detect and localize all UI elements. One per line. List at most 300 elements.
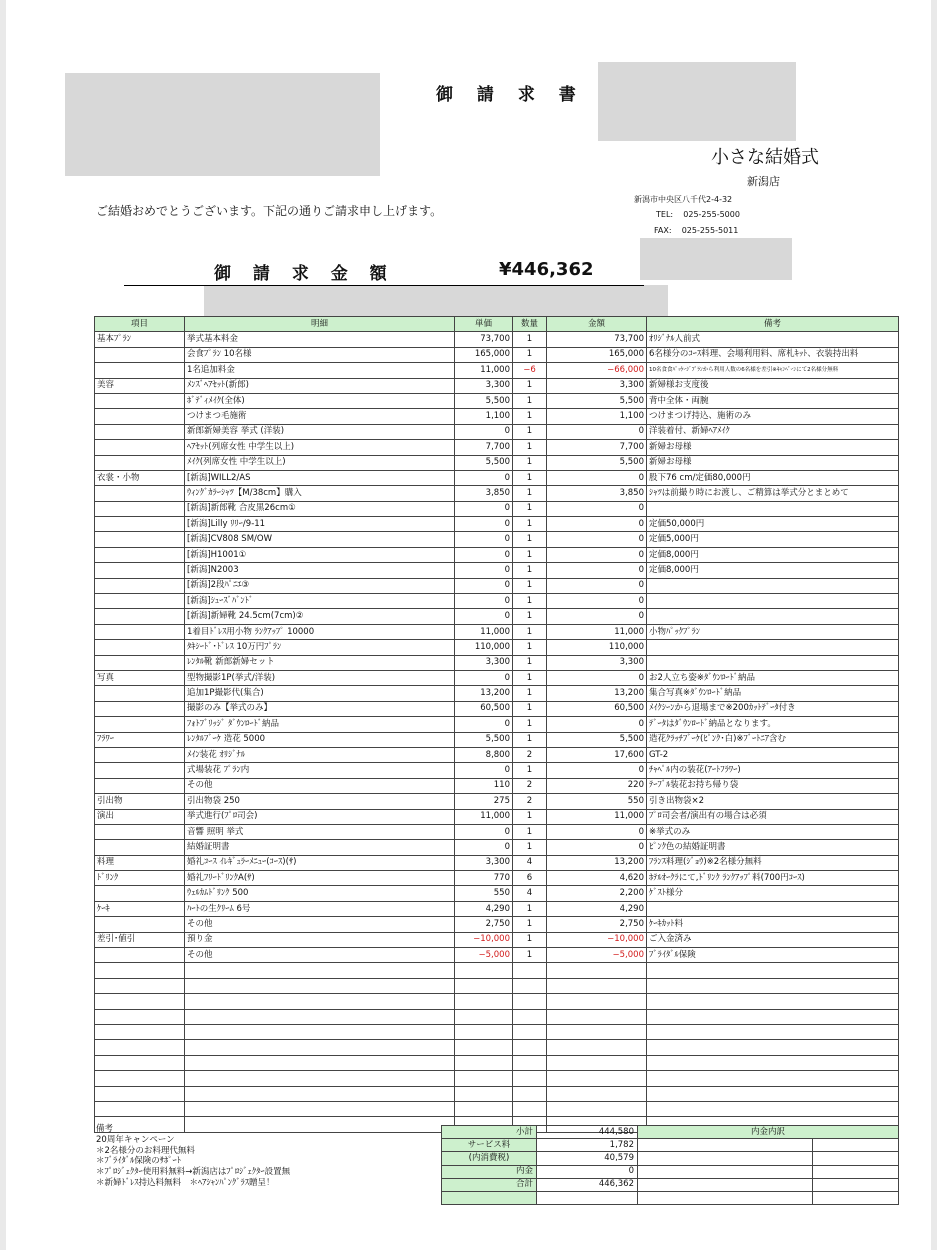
row-quantity: 1 <box>513 932 547 947</box>
row-note: ﾒｲｸｼｰﾝから退場まで※200ｶｯﾄﾃﾞｰﾀ付き <box>647 701 899 716</box>
row-note: ﾃﾞｰﾀはﾀﾞｳﾝﾛｰﾄﾞ納品となります。 <box>647 717 899 732</box>
row-quantity: 1 <box>513 455 547 470</box>
table-row <box>95 363 899 378</box>
empty-row <box>95 1024 899 1039</box>
row-detail: ﾚﾝﾀﾙﾌﾞｰｹ 造花 5000 <box>185 732 455 747</box>
row-category: 引出物 <box>95 794 185 809</box>
row-detail: ﾀｷｼｰﾄﾞ･ﾄﾞﾚｽ 10万円ﾌﾟﾗﾝ <box>185 640 455 655</box>
row-amount: 0 <box>547 563 647 578</box>
row-amount: 5,500 <box>547 732 647 747</box>
table-row <box>95 670 899 685</box>
row-unit-price: 3,300 <box>455 378 513 393</box>
row-note: ｵﾘｼﾞﾅﾙ人前式 <box>647 332 899 347</box>
row-category <box>95 624 185 639</box>
row-detail: 1着目ﾄﾞﾚｽ用小物 ﾗﾝｸｱｯﾌﾟ 10000 <box>185 624 455 639</box>
row-amount: 5,500 <box>547 393 647 408</box>
row-detail: 挙式進行(ﾌﾟﾛ司会) <box>185 809 455 824</box>
row-category <box>95 393 185 408</box>
row-quantity: 1 <box>513 840 547 855</box>
row-category <box>95 440 185 455</box>
row-category <box>95 747 185 762</box>
row-unit-price: 3,300 <box>455 855 513 870</box>
row-category <box>95 655 185 670</box>
row-unit-price: 0 <box>455 424 513 439</box>
row-detail: 預り金 <box>185 932 455 947</box>
table-row <box>95 501 899 516</box>
row-note <box>647 609 899 624</box>
table-row <box>95 517 899 532</box>
row-amount: 11,000 <box>547 809 647 824</box>
row-unit-price: 550 <box>455 886 513 901</box>
row-category <box>95 594 185 609</box>
table-row <box>95 378 899 393</box>
row-detail: [新潟]2段ﾊﾟﾆｴ③ <box>185 578 455 593</box>
table-row <box>95 532 899 547</box>
remarks-line: ＊ﾌﾟﾛｼﾞｪｸﾀｰ使用料無料→新潟店はﾌﾟﾛｼﾞｪｸﾀｰ設置無 <box>96 1167 291 1178</box>
row-note: ﾃｰﾌﾞﾙ装花お持ち帰り袋 <box>647 778 899 793</box>
remarks-line: ＊新婦ﾄﾞﾚｽ持込料無料 ＊ﾍｱｼｬﾝﾊﾟﾝｸﾞﾗｽ贈呈！ <box>96 1177 275 1188</box>
remarks-line: ＊2名様分のお料理代無料 <box>96 1145 195 1156</box>
row-note: 背中全体・両腕 <box>647 393 899 408</box>
table-row <box>95 717 899 732</box>
row-quantity: 1 <box>513 393 547 408</box>
row-detail: ｳｨﾝｸﾞｶﾗｰｼｬﾂ【M/38cm】購入 <box>185 486 455 501</box>
row-detail: 婚礼ﾌﾘｰﾄﾞﾘﾝｸA(ｻ) <box>185 871 455 886</box>
row-amount: 0 <box>547 547 647 562</box>
row-unit-price: 1,100 <box>455 409 513 424</box>
empty-row <box>95 1086 899 1101</box>
row-detail: つけまつ毛施術 <box>185 409 455 424</box>
row-amount: 0 <box>547 717 647 732</box>
row-category <box>95 763 185 778</box>
row-category: 写真 <box>95 670 185 685</box>
row-quantity: 1 <box>513 578 547 593</box>
table-row <box>95 917 899 932</box>
row-note: 洋装着付、新婦ﾍｱﾒｲｸ <box>647 424 899 439</box>
remarks-line: ＊ﾌﾞﾗｲﾀﾞﾙ保険のｻﾎﾟｰﾄ <box>96 1156 182 1167</box>
subtotal-label: 小計 <box>442 1126 537 1139</box>
row-quantity: 1 <box>513 594 547 609</box>
row-amount: 4,620 <box>547 871 647 886</box>
empty-row <box>95 1071 899 1086</box>
grand-total-value: 446,362 <box>537 1178 638 1191</box>
row-detail: 1名追加料金 <box>185 363 455 378</box>
row-quantity: −6 <box>513 363 547 378</box>
row-category <box>95 686 185 701</box>
row-quantity: 2 <box>513 778 547 793</box>
redacted-block <box>640 238 792 280</box>
tax-label: (内消費税) <box>442 1152 537 1165</box>
row-quantity: 1 <box>513 732 547 747</box>
row-note: 新婦お母様 <box>647 440 899 455</box>
row-quantity: 1 <box>513 378 547 393</box>
row-note: ｼｬﾂは前撮り時にお渡し、ご精算は挙式分とまとめて <box>647 486 899 501</box>
deposit-value: 0 <box>537 1165 638 1178</box>
row-quantity: 1 <box>513 440 547 455</box>
greeting-text: ご結婚おめでとうございます。下記の通りご請求申し上げます。 <box>96 204 443 218</box>
row-unit-price: 5,500 <box>455 455 513 470</box>
row-detail: ﾚﾝﾀﾙ靴 新郎新婦セット <box>185 655 455 670</box>
row-category <box>95 701 185 716</box>
row-note: ご入金済み <box>647 932 899 947</box>
table-row <box>95 624 899 639</box>
table-row <box>95 409 899 424</box>
table-row <box>95 470 899 485</box>
row-quantity: 1 <box>513 470 547 485</box>
row-category <box>95 917 185 932</box>
total-underline <box>124 285 644 286</box>
row-amount: −10,000 <box>547 932 647 947</box>
row-category <box>95 824 185 839</box>
row-quantity: 1 <box>513 347 547 362</box>
row-category: 演出 <box>95 809 185 824</box>
row-category <box>95 563 185 578</box>
empty-row <box>95 978 899 993</box>
row-detail: ﾊｰﾄの生ｸﾘｰﾑ 6号 <box>185 901 455 916</box>
shop-fax <box>654 226 738 236</box>
row-unit-price: 5,500 <box>455 393 513 408</box>
row-quantity: 4 <box>513 855 547 870</box>
row-detail: [新潟]WILL2/AS <box>185 470 455 485</box>
row-amount: 60,500 <box>547 701 647 716</box>
row-amount: 3,300 <box>547 378 647 393</box>
row-detail: 撮影のみ【挙式のみ】 <box>185 701 455 716</box>
table-row <box>95 655 899 670</box>
row-note: 定価50,000円 <box>647 517 899 532</box>
row-unit-price: 60,500 <box>455 701 513 716</box>
table-row <box>95 778 899 793</box>
row-amount: 0 <box>547 470 647 485</box>
table-row <box>95 424 899 439</box>
table-row <box>95 440 899 455</box>
row-quantity: 1 <box>513 717 547 732</box>
row-amount: 0 <box>547 840 647 855</box>
service-charge-label: サービス料 <box>442 1139 537 1152</box>
row-unit-price: 0 <box>455 609 513 624</box>
row-quantity: 6 <box>513 871 547 886</box>
row-category <box>95 778 185 793</box>
table-row <box>95 347 899 362</box>
row-category <box>95 840 185 855</box>
row-quantity: 1 <box>513 532 547 547</box>
row-amount: 0 <box>547 763 647 778</box>
row-note: 定価8,000円 <box>647 547 899 562</box>
row-amount: 11,000 <box>547 624 647 639</box>
row-unit-price: 0 <box>455 563 513 578</box>
row-note: 定価5,000円 <box>647 532 899 547</box>
summary-table <box>441 1125 899 1205</box>
row-category <box>95 363 185 378</box>
row-note: 定価8,000円 <box>647 563 899 578</box>
row-amount: 17,600 <box>547 747 647 762</box>
row-unit-price: 0 <box>455 717 513 732</box>
row-category: 差引･値引 <box>95 932 185 947</box>
row-unit-price: 11,000 <box>455 363 513 378</box>
row-unit-price: 110 <box>455 778 513 793</box>
row-note: ﾁｬﾍﾟﾙ内の装花(ｱｰﾄﾌﾗﾜｰ) <box>647 763 899 778</box>
table-header-row <box>95 317 899 332</box>
row-unit-price: 3,300 <box>455 655 513 670</box>
row-note: ※挙式のみ <box>647 824 899 839</box>
row-note: ﾌﾟﾛ司会者/演出有の場合は必須 <box>647 809 899 824</box>
row-note: つけまつげ持込、施術のみ <box>647 409 899 424</box>
shop-name: 小さな結婚式 <box>711 147 819 168</box>
shop-branch: 新潟店 <box>747 175 780 188</box>
row-note: ﾎﾃﾙｵｰｸﾗにて,ﾄﾞﾘﾝｸ ﾗﾝｸｱｯﾌﾟ料(700円ｺｰｽ) <box>647 871 899 886</box>
table-row <box>95 578 899 593</box>
row-detail: [新潟]ｼｭｰｽﾞﾊﾞﾝﾄﾞ <box>185 594 455 609</box>
row-quantity: 1 <box>513 332 547 347</box>
row-unit-price: 5,500 <box>455 732 513 747</box>
invoice-total-label: 御 請 求 金 額 <box>214 264 395 284</box>
row-detail: [新潟]新婦靴 24.5cm(7cm)② <box>185 609 455 624</box>
table-row <box>95 840 899 855</box>
row-detail: [新潟]Lilly ﾘﾘｰ/9-11 <box>185 517 455 532</box>
row-detail: ﾌｫﾄﾌﾞﾘｯｼﾞ ﾀﾞｳﾝﾛｰﾄﾞ納品 <box>185 717 455 732</box>
row-note <box>647 578 899 593</box>
empty-row <box>95 994 899 1009</box>
row-amount: 0 <box>547 532 647 547</box>
row-amount: 0 <box>547 824 647 839</box>
row-category <box>95 532 185 547</box>
row-amount: 7,700 <box>547 440 647 455</box>
row-amount: 220 <box>547 778 647 793</box>
row-detail: ｳｪﾙｶﾑﾄﾞﾘﾝｸ 500 <box>185 886 455 901</box>
row-category <box>95 886 185 901</box>
grand-total-label: 合計 <box>442 1178 537 1191</box>
row-quantity: 1 <box>513 948 547 963</box>
redacted-block <box>598 62 796 141</box>
row-amount: 0 <box>547 501 647 516</box>
row-category <box>95 717 185 732</box>
service-charge-value: 1,782 <box>537 1139 638 1152</box>
row-note: 新婦様お支度後 <box>647 378 899 393</box>
row-amount: 0 <box>547 424 647 439</box>
row-amount: 3,300 <box>547 655 647 670</box>
row-category: 美容 <box>95 378 185 393</box>
empty-row <box>95 1055 899 1070</box>
document-title: 御 請 求 書 <box>436 85 585 105</box>
column-header-category: 項目 <box>95 317 185 332</box>
row-unit-price: 0 <box>455 501 513 516</box>
row-note: 小物ﾊﾟｯｸﾌﾟﾗﾝ <box>647 624 899 639</box>
row-detail: 式場装花 ﾌﾟﾗﾝ内 <box>185 763 455 778</box>
row-unit-price: 0 <box>455 470 513 485</box>
row-unit-price: 0 <box>455 532 513 547</box>
row-unit-price: 275 <box>455 794 513 809</box>
table-row <box>95 948 899 963</box>
table-row <box>95 732 899 747</box>
row-quantity: 1 <box>513 686 547 701</box>
table-row <box>95 455 899 470</box>
row-note <box>647 901 899 916</box>
row-quantity: 1 <box>513 809 547 824</box>
fax-number: 025-255-5011 <box>681 226 739 235</box>
row-category <box>95 547 185 562</box>
row-unit-price: 0 <box>455 763 513 778</box>
deposit-label: 内金 <box>442 1165 537 1178</box>
row-amount: 110,000 <box>547 640 647 655</box>
row-detail: その他 <box>185 778 455 793</box>
row-quantity: 4 <box>513 886 547 901</box>
row-category <box>95 501 185 516</box>
row-unit-price: 11,000 <box>455 809 513 824</box>
redacted-block <box>65 73 380 176</box>
empty-row <box>95 1040 899 1055</box>
row-category: 料理 <box>95 855 185 870</box>
row-amount: 73,700 <box>547 332 647 347</box>
column-header-amount: 金額 <box>547 317 647 332</box>
row-note <box>647 594 899 609</box>
row-category <box>95 486 185 501</box>
column-header-unit-price: 単価 <box>455 317 513 332</box>
row-category <box>95 640 185 655</box>
row-quantity: 1 <box>513 640 547 655</box>
row-note: ﾌﾗﾝｽ料理(ｼﾞｮｳ)※2名様分無料 <box>647 855 899 870</box>
row-amount: 5,500 <box>547 455 647 470</box>
row-unit-price: 7,700 <box>455 440 513 455</box>
row-unit-price: 110,000 <box>455 640 513 655</box>
row-amount: 0 <box>547 578 647 593</box>
invoice-table-body <box>95 332 899 1132</box>
remarks-block <box>96 1124 290 1189</box>
table-row <box>95 824 899 839</box>
table-row <box>95 640 899 655</box>
row-quantity: 1 <box>513 609 547 624</box>
row-detail: ﾒﾝｽﾞﾍｱｾｯﾄ(新郎) <box>185 378 455 393</box>
row-unit-price: 0 <box>455 840 513 855</box>
row-note <box>647 655 899 670</box>
table-row <box>95 932 899 947</box>
row-quantity: 1 <box>513 655 547 670</box>
tax-value: 40,579 <box>537 1152 638 1165</box>
table-row <box>95 747 899 762</box>
table-row <box>95 794 899 809</box>
invoice-total-amount: ¥446,362 <box>499 259 594 280</box>
row-unit-price: 4,290 <box>455 901 513 916</box>
row-amount: 13,200 <box>547 686 647 701</box>
row-unit-price: 0 <box>455 670 513 685</box>
row-amount: 0 <box>547 517 647 532</box>
table-row <box>95 609 899 624</box>
row-category <box>95 609 185 624</box>
row-quantity: 2 <box>513 794 547 809</box>
subtotal-value: 444,580 <box>537 1126 638 1139</box>
row-detail: 結婚証明書 <box>185 840 455 855</box>
row-unit-price: 13,200 <box>455 686 513 701</box>
row-note: GT-2 <box>647 747 899 762</box>
tel-label: TEL: <box>656 210 674 219</box>
table-row <box>95 855 899 870</box>
column-header-quantity: 数量 <box>513 317 547 332</box>
row-quantity: 1 <box>513 563 547 578</box>
tel-number: 025-255-5000 <box>683 210 740 219</box>
row-amount: 4,290 <box>547 901 647 916</box>
row-amount: 0 <box>547 609 647 624</box>
row-unit-price: −5,000 <box>455 948 513 963</box>
row-detail: 新郎新婦美容 挙式 (洋装) <box>185 424 455 439</box>
row-note: ｹｰｷｶｯﾄ料 <box>647 917 899 932</box>
row-category <box>95 347 185 362</box>
row-quantity: 1 <box>513 424 547 439</box>
row-unit-price: 0 <box>455 578 513 593</box>
row-quantity: 1 <box>513 901 547 916</box>
row-unit-price: −10,000 <box>455 932 513 947</box>
table-row <box>95 547 899 562</box>
row-detail: 引出物袋 250 <box>185 794 455 809</box>
row-quantity: 1 <box>513 501 547 516</box>
table-row <box>95 563 899 578</box>
row-unit-price: 8,800 <box>455 747 513 762</box>
row-note: 集合写真※ﾀﾞｳﾝﾛｰﾄﾞ納品 <box>647 686 899 701</box>
row-quantity: 1 <box>513 409 547 424</box>
row-detail: 追加1P撮影代(集合) <box>185 686 455 701</box>
deposit-breakdown-title: 内金内訳 <box>638 1126 899 1139</box>
row-detail: [新潟]新郎靴 合皮黒26cm① <box>185 501 455 516</box>
row-quantity: 1 <box>513 824 547 839</box>
row-category <box>95 948 185 963</box>
row-note: ｹﾞｽﾄ様分 <box>647 886 899 901</box>
row-note: 10名食食ﾊﾟｯｹｰｼﾞﾌﾟﾗﾝから利用人数の6名様を差引※ｷｬﾝﾍﾟｰﾝにて2名様分無料 <box>647 363 899 378</box>
row-detail: [新潟]N2003 <box>185 563 455 578</box>
row-amount: 1,100 <box>547 409 647 424</box>
redacted-block <box>204 285 668 317</box>
row-detail: [新潟]CV808 SM/OW <box>185 532 455 547</box>
row-amount: 2,200 <box>547 886 647 901</box>
row-detail: その他 <box>185 917 455 932</box>
column-header-notes: 備考 <box>647 317 899 332</box>
table-row <box>95 763 899 778</box>
row-unit-price: 770 <box>455 871 513 886</box>
row-note: 造花ｸﾗｯﾁﾌﾞｰｹ(ﾋﾟﾝｸ･白)※ﾌﾞｰﾄﾆｱ含む <box>647 732 899 747</box>
row-category: 基本ﾌﾟﾗﾝ <box>95 332 185 347</box>
row-amount: 165,000 <box>547 347 647 362</box>
row-amount: 0 <box>547 670 647 685</box>
row-amount: 2,750 <box>547 917 647 932</box>
row-category <box>95 517 185 532</box>
row-category <box>95 578 185 593</box>
row-quantity: 1 <box>513 701 547 716</box>
row-unit-price: 0 <box>455 517 513 532</box>
row-unit-price: 165,000 <box>455 347 513 362</box>
row-category <box>95 424 185 439</box>
shop-tel <box>656 210 740 220</box>
row-quantity: 1 <box>513 763 547 778</box>
row-detail: ﾎﾞﾃﾞｨﾒｲｸ(全体) <box>185 393 455 408</box>
row-amount: −5,000 <box>547 948 647 963</box>
row-detail: 音響 照明 挙式 <box>185 824 455 839</box>
row-category: ｹｰｷ <box>95 901 185 916</box>
fax-label: FAX: <box>654 226 672 235</box>
empty-row <box>95 1101 899 1116</box>
invoice-table <box>94 316 899 1133</box>
row-detail: ﾍｱｾｯﾄ(列席女性 中学生以上) <box>185 440 455 455</box>
column-header-detail: 明細 <box>185 317 455 332</box>
row-quantity: 1 <box>513 547 547 562</box>
row-category: ﾄﾞﾘﾝｸ <box>95 871 185 886</box>
row-detail: ﾒｲｸ(列席女性 中学生以上) <box>185 455 455 470</box>
table-row <box>95 871 899 886</box>
row-detail: ﾒｲﾝ装花 ｵﾘｼﾞﾅﾙ <box>185 747 455 762</box>
row-category <box>95 455 185 470</box>
row-detail: その他 <box>185 948 455 963</box>
table-row <box>95 809 899 824</box>
row-unit-price: 3,850 <box>455 486 513 501</box>
shop-address: 新潟市中央区八千代2-4-32 <box>634 195 733 204</box>
table-row <box>95 393 899 408</box>
row-quantity: 1 <box>513 517 547 532</box>
table-row <box>95 701 899 716</box>
